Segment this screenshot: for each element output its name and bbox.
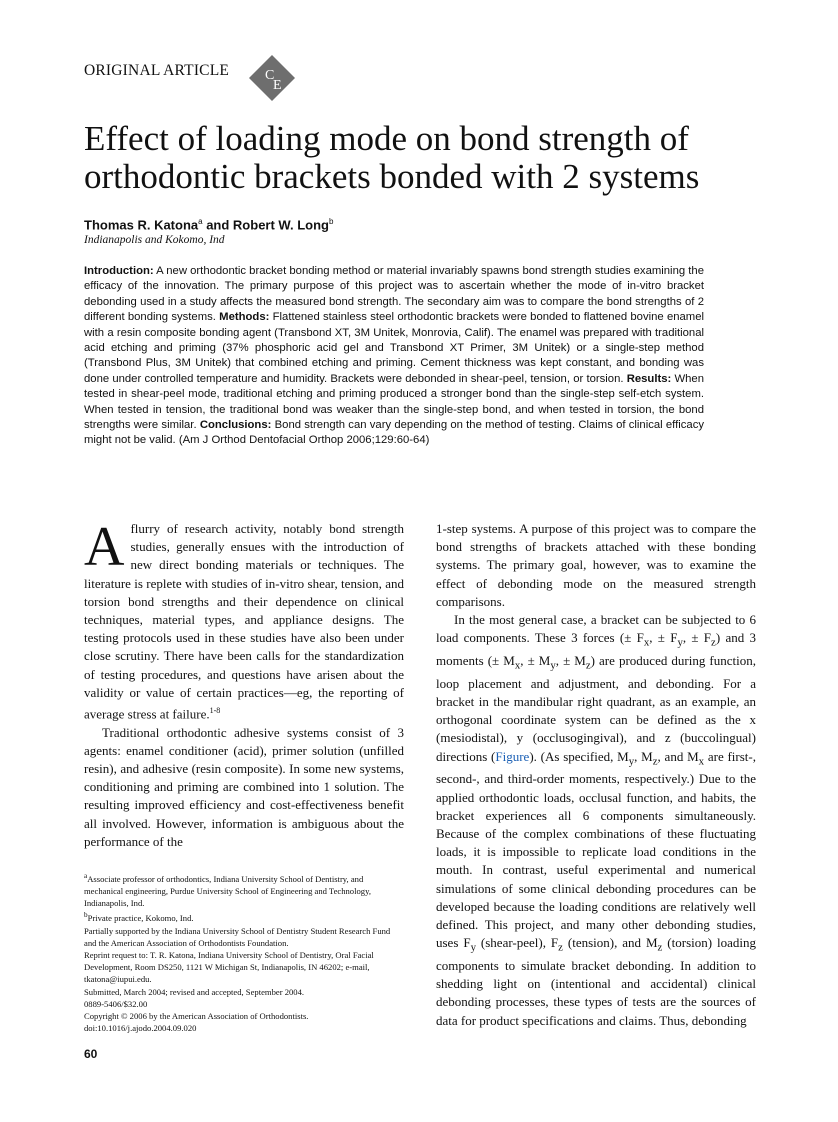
abstract-heading-introduction: Introduction: — [84, 265, 154, 277]
text-run: (torsion) loading components to simulate bracket debonding. In addition to shedding light on (intentional and accidental) clinical debonding processes, these types of tests are the sources of data for product specifications and claims. Thus, debonding — [436, 935, 756, 1028]
abstract-introduction-text: A new orthodontic bracket bonding method or material invariably spawns bond strength studies examining the efficacy of the innovation. The primary purpose of this project was to ascertain whether the mode of in-vitro bracket debonding used in a study affects the measured bond strength. The secondary aim was to compare the bond strengths of 2 different bonding systems. — [84, 265, 704, 324]
text-run: , ± M — [520, 653, 551, 669]
body-paragraph — [84, 516, 404, 724]
affiliation: Indianapolis and Kokomo, Ind — [84, 234, 225, 246]
subscript: y — [677, 636, 683, 649]
text-run: In the most general case, a bracket can be subjected to 6 load components. These 3 forces (± F — [436, 612, 756, 646]
abstract-results-text: When tested in shear-peel mode, traditional etching and priming produced a stronger bond than the single-step self-etch system. When tested in tension, the traditional bond was weaker than the single-step bond, and when tested in torsion, the bond strengths were similar. — [84, 372, 704, 432]
footnotes — [84, 870, 404, 1034]
drop-cap: A — [84, 516, 125, 578]
text-run: ) and 3 moments (± M — [436, 630, 756, 669]
text-run: are first-, second-, and third-order moments, respectively.) Due to the applied orthodontic loads, occlusal function, and habits, the bracket experiences all 6 components simultaneously. Because of the complex combinations of these fluctuating loads, it is impossible to replicate load conditions in the mouth. In contrast, useful experimental and numerical simulations of some clinical debonding procedures can be developed because the loading conditions are relatively well defined. This project, and many other debonding studies, uses F — [436, 748, 757, 951]
text-run: ). (As specified, M — [529, 748, 629, 764]
text-run: , M — [634, 748, 653, 764]
body-column-right — [436, 520, 756, 1030]
author-footnote-mark: b — [328, 217, 334, 226]
footnote — [84, 870, 404, 909]
abstract-methods-text: Flattened stainless steel orthodontic brackets were bonded to flattened bovine enamel with a resin composite bonding agent (Transbond XT, 3M Unitek, Monrovia, Calif). The enamel was prepared with traditional acid etching and priming (37% phosphoric acid gel and Transbond XT Primer, 3M Unitek) or a single-step method (Transbond Plus, 3M Unitek) that combined etching and priming. Cement thickness was kept constant, and bonding was done under controlled temperature and humidity. Brackets were debonded in shear-peel, tension, or torsion. — [84, 311, 704, 385]
text-run: , ± F — [682, 630, 712, 646]
abstract — [84, 264, 704, 449]
text-run: (shear-peel), F — [475, 935, 559, 951]
funding-note: Partially supported by the Indiana University School of Dentistry Student Research Fund and the American Association of Orthodontists Foundation. — [84, 925, 391, 948]
text-run: , ± F — [649, 630, 678, 646]
abstract-heading-results: Results: — [626, 372, 672, 385]
paragraph-text: flurry of research activity, notably bond strength studies, generally ensues with the introduction of new direct bonding materials or techniques. The literature is replete with studies of in-vitro shear, tension, and torsion bond strengths and their dependence on clinical techniques, material types, and appliance designs. The testing protocols used in these studies have also been under close scrutiny. There have been calls for the standardization of testing procedures, and questions have arisen about the validity or value of certain practices—eg, the reporting of average stress at failure. — [84, 521, 404, 722]
author-line — [84, 217, 333, 232]
author-name: Thomas R. Katona — [84, 217, 199, 233]
footnote-mark: a — [84, 872, 88, 880]
body-paragraph: Traditional orthodontic adhesive systems consist of 3 agents: enamel conditioner (acid), primer solution (unfilled resin), and adhesive (resin composite). In some new systems, conditioning and priming are combined into 1 solution. The resulting improved efficiency and cost-effectiveness benefit all involved. However, information is ambiguous about the performance of the — [84, 724, 404, 849]
author-name: Robert W. Long — [232, 217, 329, 233]
footnote-text: Associate professor of orthodontics, Indiana University School of Dentistry, and mechanical engineering, Purdue University School of Engineering and Technology, Indianapolis, Ind. — [84, 873, 371, 909]
footnote-mark: b — [84, 911, 88, 920]
section-label: ORIGINAL ARTICLE — [84, 62, 230, 79]
subscript: x — [643, 636, 650, 649]
footnote — [84, 909, 404, 924]
body-column-left — [84, 516, 404, 851]
author-footnote-mark: a — [198, 217, 203, 226]
footnote-text: Private practice, Kokomo, Ind. — [87, 913, 194, 924]
abstract-heading-methods: Methods: — [219, 311, 270, 324]
subscript: y — [550, 659, 556, 672]
subscript: z — [558, 941, 563, 954]
ce-badge-icon — [248, 54, 296, 102]
subscript: z — [711, 636, 716, 649]
page-number: 60 — [84, 1047, 98, 1061]
subscript: x — [514, 659, 521, 672]
subscript: y — [628, 755, 635, 768]
subscript: y — [470, 941, 476, 954]
abstract-heading-conclusions: Conclusions: — [199, 419, 272, 432]
body-paragraph: 1-step systems. A purpose of this project was to compare the bond strengths of brackets attached with these bonding systems. The primary goal, however, was to examine the effect of debonding mode on the measured strength comparisons. — [436, 521, 756, 609]
reference-citation[interactable]: 1-8 — [209, 706, 221, 716]
doi[interactable]: doi:10.1016/j.ajodo.2004.09.020 — [84, 1023, 197, 1034]
subscript: z — [657, 941, 663, 954]
author-joiner: and — [202, 217, 233, 233]
body-paragraph — [436, 611, 756, 1030]
subscript: x — [698, 755, 705, 768]
text-run: , and M — [657, 748, 699, 764]
abstract-conclusions-text: Bond strength can vary depending on the method of testing. Claims of clinical efficacy might not be valid. (Am J Orthod Dentofacial Orthop 2006;129:60-64) — [84, 419, 704, 447]
ce-badge-letter-e: E — [273, 78, 282, 93]
text-run: (tension), and M — [562, 935, 658, 951]
issn: 0889-5406/$32.00 — [84, 998, 148, 1009]
reprint-request: Reprint request to: T. R. Katona, Indiana University School of Dentistry, Oral Facial Development, Room DS250, 1121 W Michigan St, Indianapolis, IN 46202; e-mail, tkatona@iupui.edu. — [84, 949, 374, 985]
ce-badge-letter-c: C — [265, 68, 275, 83]
article-title: Effect of loading mode on bond strength of orthodontic brackets bonded with 2 systems — [84, 119, 700, 196]
submission-dates: Submitted, March 2004; revised and accepted, September 2004. — [84, 986, 305, 997]
copyright: Copyright © 2006 by the American Association of Orthodontists. — [84, 1010, 309, 1021]
text-run: ) are produced during function, loop placement and adjustment, and debonding. For a bracket in the mandibular right quadrant, as an example, an orthogonal coordinate system can be defined as the x (mesiodistal), y (occlusogingival), and z (buccolingual) directions ( — [436, 653, 756, 764]
subscript: z — [652, 755, 658, 768]
figure-link[interactable]: Figure — [495, 748, 530, 764]
subscript: z — [585, 659, 591, 672]
text-run: , ± M — [555, 653, 586, 669]
